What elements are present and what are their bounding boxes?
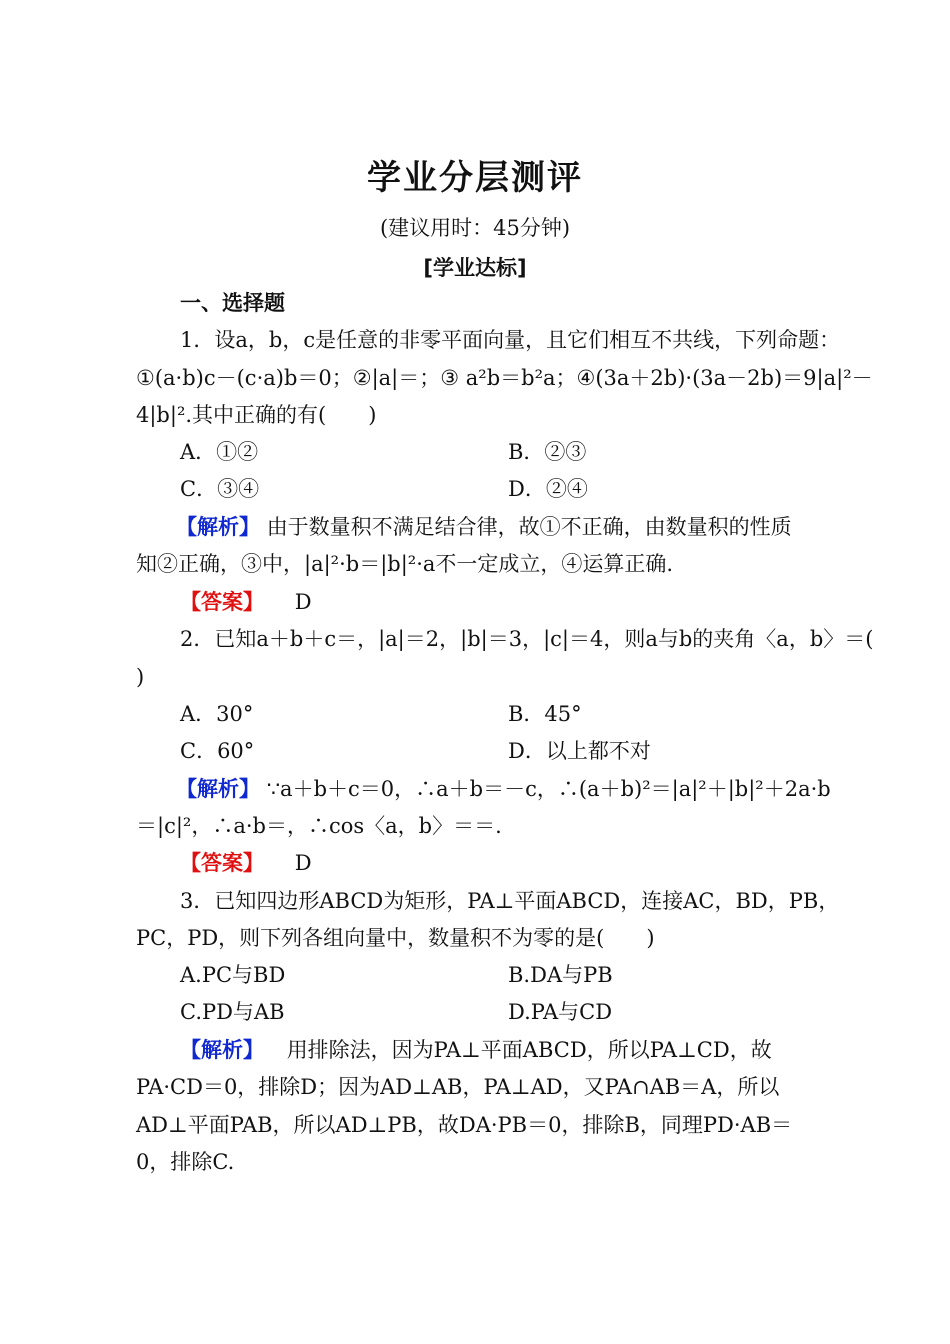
q2-option-a: A．30° [180,702,254,726]
page-title: 学业分层测评 [367,158,583,198]
q1-answer-value: D [294,590,312,614]
q3-analysis-text1: 用排除法，因为PA⊥平面ABCD，所以PA⊥CD，故 [286,1038,772,1062]
q1-line2: ①(a·b)c－(c·a)b＝0；②|a|＝；③ a²b＝b²a；④(3a＋2b)·(3a－2b)＝9|a|²－ [136,366,873,390]
q2-analysis-text1: ∵a＋b＋c＝0，∴a＋b＝－c，∴(a＋b)²＝|a|²＋|b|²＋2a·b [266,777,831,801]
q3-analysis-line1 [180,1036,772,1064]
q3-line1: 3．已知四边形ABCD为矩形，PA⊥平面ABCD，连接AC，BD，PB， [180,889,840,913]
q2-option-d: D．以上都不对 [508,739,651,763]
q3-option-a: A.PC与BD [180,963,286,987]
q3-analysis-tag: 【解析】 [180,1038,264,1062]
q1-option-d: D．②④ [508,477,588,501]
q1-answer-tag: 【答案】 [180,590,264,614]
q2-analysis-tag: 【解析】 [176,777,260,801]
q3-analysis-line4: 0，排除C. [136,1150,235,1174]
time-suggestion: (建议用时：45分钟) [379,216,571,240]
q1-analysis-line2: 知②正确，③中，|a|²·b＝|b|²·a不一定成立，④运算正确. [136,552,674,576]
q2-analysis-line1 [176,775,831,803]
q1-line3: 4|b|².其中正确的有( ) [136,403,377,427]
q3-option-d: D.PA与CD [508,1000,613,1024]
q1-answer [180,588,312,616]
q3-option-b: B.DA与PB [508,963,613,987]
q2-line1: 2．已知a＋b＋c＝，|a|＝2，|b|＝3，|c|＝4，则a与b的夹角〈a，b〉＝( [180,627,874,651]
q3-analysis-line2: PA·CD＝0，排除D；因为AD⊥AB，PA⊥AD，又PA∩AB＝A，所以 [136,1075,780,1099]
q1-option-c: C．③④ [180,477,260,501]
q1-option-a: A．①② [180,440,259,464]
q3-option-c: C.PD与AB [180,1000,285,1024]
q2-option-b: B．45° [508,702,582,726]
q2-answer-value: D [294,851,312,875]
q3-analysis-line3: AD⊥平面PAB，所以AD⊥PB，故DA·PB＝0，排除B，同理PD·AB＝ [136,1113,793,1137]
section-bracket: [学业达标] [423,256,527,280]
q1-option-b: B．②③ [508,440,587,464]
q2-answer [180,849,312,877]
section-heading: 一、选择题 [180,291,285,315]
q1-analysis-line1 [176,513,792,541]
q1-line1: 1．设a，b，c是任意的非零平面向量，且它们相互不共线，下列命题： [180,328,841,352]
q2-analysis-line2: ＝|c|²，∴a·b＝，∴cos〈a，b〉＝＝. [136,814,502,838]
q2-answer-tag: 【答案】 [180,851,264,875]
q1-analysis-text1: 由于数量积不满足结合律，故①不正确，由数量积的性质 [266,515,792,539]
q1-analysis-tag: 【解析】 [176,515,260,539]
q3-line2: PC，PD，则下列各组向量中，数量积不为零的是( ) [136,926,655,950]
q2-option-c: C．60° [180,739,255,763]
q2-line2: ) [136,665,145,689]
